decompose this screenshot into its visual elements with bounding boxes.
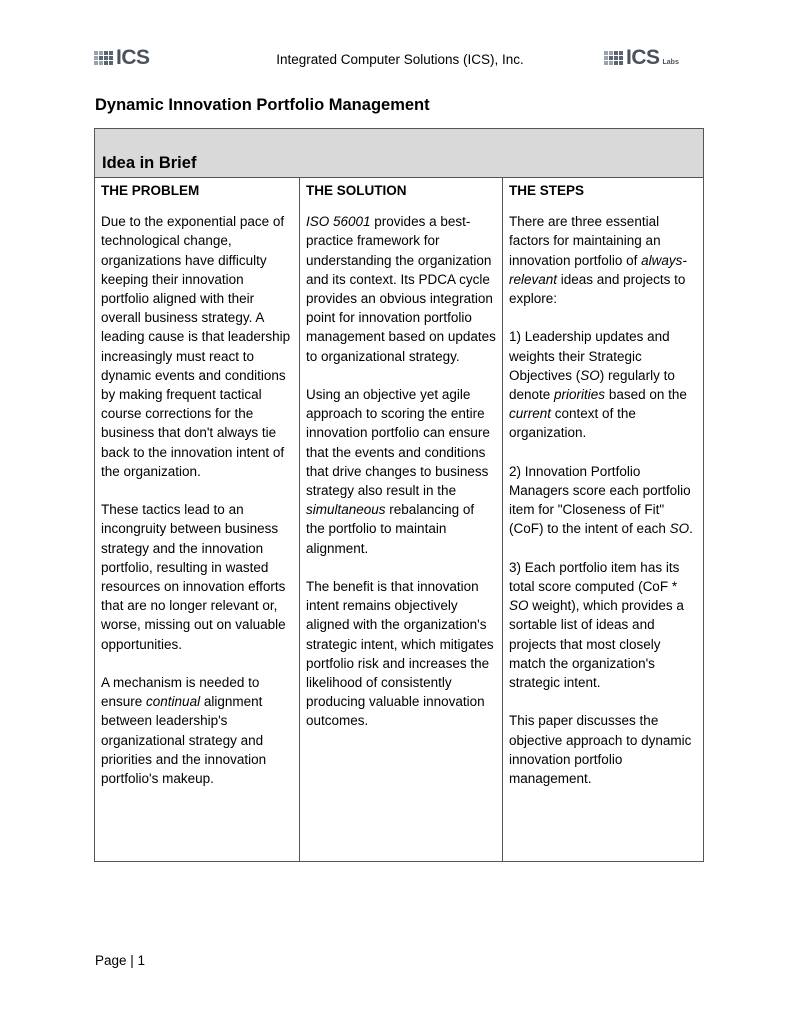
document-title: Dynamic Innovation Portfolio Management [95,96,430,114]
steps-column [502,178,703,861]
paragraph: The benefit is that innovation intent remains objectively aligned with the organization's strategic intent, which mitigates portfolio risk and increases the likelihood of consistently producing valuable innovation outcomes. [306,579,494,729]
logo-subtext: Labs [662,59,679,66]
company-name: Integrated Computer Solutions (ICS), Inc. [276,52,524,67]
paragraph: There are three essential factors for maintaining an innovation portfolio of always-relevant ideas and projects to explore: [509,214,687,307]
solution-column [299,178,502,861]
column-heading: THE STEPS [509,183,585,198]
page-number: Page | 1 [95,953,146,968]
paragraph: A mechanism is needed to ensure continual alignment between leadership's organizational strategy and priorities and the innovation portfolio's makeup. [101,675,267,787]
logo-text: ICS [626,46,660,69]
logo-grid-icon [604,51,623,65]
ics-labs-logo [604,48,679,68]
page-header [0,48,800,72]
paragraph: These tactics lead to an incongruity between business strategy and the innovation portfolio, resulting in wasted resources on innovation efforts that are no longer relevant or, worse, missing out on valuable opportunities. [101,502,286,652]
paragraph: This paper discusses the objective approach to dynamic innovation portfolio management. [509,713,692,787]
column-heading: THE PROBLEM [101,183,200,198]
paragraph: 3) Each portfolio item has its total score computed (CoF * SO weight), which provides a sortable list of ideas and projects that most closely match the organization's strategic intent. [509,559,684,691]
idea-in-brief-box [94,128,704,862]
logo-text: ICS [116,46,150,69]
column-heading: THE SOLUTION [306,183,407,198]
brief-columns [95,178,703,861]
paragraph: 2) Innovation Portfolio Managers score each portfolio item for "Closeness of Fit" (CoF) to the intent of each SO. [509,463,693,537]
paragraph: Using an objective yet agile approach to scoring the entire innovation portfolio can ensure that the events and conditions that drive changes to business strategy also result in the simultaneous rebalancing of the portfolio to maintain alignment. [306,387,490,556]
paragraph: ISO 56001 provides a best-practice framework for understanding the organization and its context. Its PDCA cycle provides an obvious integration point for innovation portfolio management based on updates to organizational strategy. [306,214,496,364]
paragraph: Due to the exponential pace of technological change, organizations have difficulty keeping their innovation portfolio aligned with their overall business strategy. A leading cause is that leadership increasingly must react to dynamic events and conditions by making frequent tactical course corrections for the business that don't always tie back to the innovation intent of the organization. [101,214,291,479]
problem-column [95,178,299,861]
paragraph: 1) Leadership updates and weights their Strategic Objectives (SO) regularly to denote priorities based on the current context of the organization. [509,329,687,441]
brief-heading: Idea in Brief [102,154,197,172]
brief-header [95,129,703,178]
